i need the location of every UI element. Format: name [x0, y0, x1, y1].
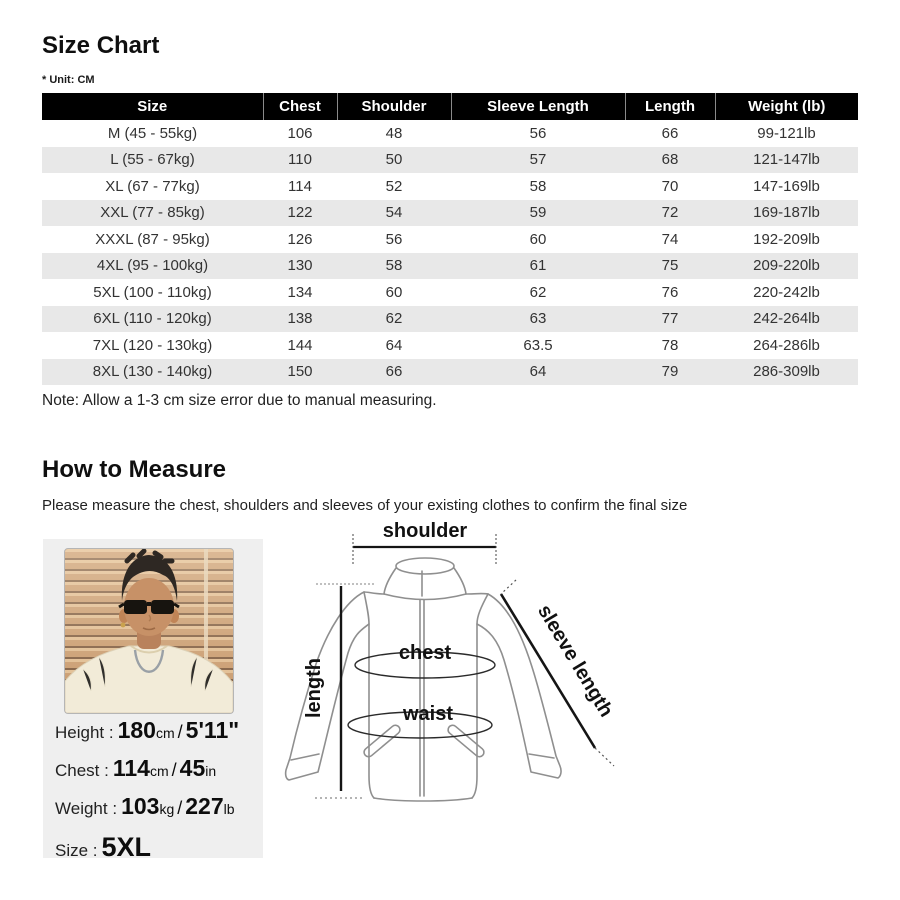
- chest-label: chest: [398, 642, 452, 664]
- table-cell: 110: [288, 151, 312, 169]
- table-cell: 57: [529, 151, 547, 169]
- model-stats: [55, 718, 260, 874]
- table-cell: 48: [385, 124, 403, 142]
- table-cell: 56: [385, 230, 403, 248]
- table-cell: 7XL (120 - 130kg): [92, 336, 213, 354]
- earring: [121, 623, 126, 628]
- diagram-labels: [303, 520, 617, 725]
- table-cell: 52: [385, 177, 403, 195]
- table-row: [42, 332, 858, 359]
- table-cell: 56: [529, 124, 547, 142]
- stat-value: 227: [185, 793, 224, 819]
- table-cell: 61: [529, 257, 547, 275]
- table-cell: 63.5: [523, 336, 553, 354]
- waist-label: waist: [402, 703, 454, 725]
- stat-value: 5XL: [101, 832, 152, 862]
- table-row: [42, 147, 858, 174]
- table-cell: 62: [529, 283, 547, 301]
- hem: [374, 798, 472, 801]
- stat-size: [55, 832, 260, 864]
- column-header: Weight (lb): [715, 93, 858, 120]
- stat-weight: [55, 794, 260, 822]
- table-row: [42, 253, 858, 280]
- table-cell: 114: [288, 177, 312, 195]
- model-photo: [64, 548, 234, 714]
- table-cell: 144: [287, 336, 313, 354]
- table-cell: 77: [661, 310, 679, 328]
- table-cell: 60: [385, 283, 403, 301]
- stat-unit: cm: [155, 725, 175, 741]
- table-cell: 4XL (95 - 100kg): [96, 257, 209, 275]
- table-cell: 74: [661, 230, 679, 248]
- stat-unit: kg: [159, 801, 175, 817]
- table-cell: 60: [529, 230, 547, 248]
- table-cell: 130: [287, 257, 313, 275]
- table-cell: 76: [661, 283, 679, 301]
- table-row: [42, 173, 858, 200]
- table-cell: 122: [287, 204, 313, 222]
- table-cell: 58: [385, 257, 403, 275]
- measuring-note: Note: Allow a 1-3 cm size error due to manual measuring.: [42, 392, 437, 409]
- pocket-right: [446, 723, 485, 758]
- table-cell: 58: [529, 177, 547, 195]
- table-cell: 147-169lb: [753, 177, 820, 195]
- page-title: Size Chart: [42, 32, 160, 59]
- table-cell: 121-147lb: [753, 151, 820, 169]
- stat-label: Chest :: [55, 761, 109, 780]
- table-cell: 209-220lb: [753, 257, 820, 275]
- table-cell: 6XL (110 - 120kg): [93, 310, 212, 328]
- table-cell: 50: [385, 151, 403, 169]
- table-cell: XXL (77 - 85kg): [100, 204, 205, 222]
- table-cell: 68: [661, 151, 679, 169]
- how-to-measure-subtitle: Please measure the chest, shoulders and sleeves of your existing clothes to confirm the final size: [42, 497, 688, 514]
- table-cell: L (55 - 67kg): [110, 151, 195, 169]
- pocket-left: [362, 723, 401, 758]
- sleeve-measure-guides: [501, 580, 614, 766]
- stat-height: [55, 718, 260, 746]
- table-cell: 220-242lb: [753, 283, 820, 301]
- stat-value: 114: [112, 755, 150, 781]
- table-row: [42, 120, 858, 147]
- table-cell: 126: [287, 230, 313, 248]
- stat-unit: in: [205, 763, 217, 779]
- table-cell: 242-264lb: [753, 310, 820, 328]
- table-row: [42, 359, 858, 386]
- table-cell: 66: [385, 363, 403, 381]
- table-row: [42, 226, 858, 253]
- table-cell: 8XL (130 - 140kg): [92, 363, 213, 381]
- size-table-header-row: [42, 93, 858, 120]
- table-cell: 192-209lb: [753, 230, 820, 248]
- table-cell: M (45 - 55kg): [107, 124, 198, 142]
- jacket-outline: [286, 558, 561, 801]
- model-info-panel: [43, 539, 263, 862]
- table-cell: 62: [385, 310, 403, 328]
- stat-separator: /: [171, 760, 177, 780]
- stat-unit: cm: [149, 763, 169, 779]
- table-cell: 138: [287, 310, 313, 328]
- how-to-measure-title: How to Measure: [42, 456, 227, 483]
- stat-separator: /: [177, 722, 183, 742]
- stat-label: Weight :: [55, 799, 118, 818]
- table-cell: 150: [287, 363, 313, 381]
- jacket-diagram-graphic: [268, 508, 650, 840]
- column-header: Shoulder: [337, 93, 451, 120]
- table-cell: 79: [661, 363, 679, 381]
- table-cell: 78: [661, 336, 679, 354]
- column-header: Sleeve Length: [451, 93, 625, 120]
- stat-separator: /: [177, 798, 183, 818]
- collar-opening: [396, 558, 454, 574]
- torso-right: [472, 594, 488, 798]
- column-header: Size: [42, 93, 263, 120]
- table-cell: 286-309lb: [753, 363, 820, 381]
- column-header: Length: [625, 93, 715, 120]
- table-cell: 70: [661, 177, 679, 195]
- table-cell: 5XL (100 - 110kg): [93, 283, 212, 301]
- table-cell: 59: [529, 204, 547, 222]
- table-row: [42, 200, 858, 227]
- table-row: [42, 279, 858, 306]
- stat-value: 45: [179, 755, 206, 781]
- table-cell: XXXL (87 - 95kg): [95, 230, 210, 248]
- size-table-body: [42, 120, 858, 385]
- table-cell: 75: [661, 257, 679, 275]
- stat-label: Size :: [55, 841, 98, 860]
- torso-left: [364, 592, 374, 798]
- table-cell: 106: [287, 124, 313, 142]
- table-cell: 63: [529, 310, 547, 328]
- stat-label: Height :: [55, 723, 114, 742]
- size-table: [42, 93, 858, 385]
- model-photo-graphic: [65, 549, 233, 713]
- sleeve-left: [286, 592, 369, 780]
- table-cell: 264-286lb: [753, 336, 820, 354]
- stat-chest: [55, 756, 260, 784]
- table-cell: 72: [661, 204, 679, 222]
- table-cell: 66: [661, 124, 679, 142]
- stat-value: 5'11": [185, 717, 240, 743]
- unit-note: * Unit: CM: [42, 74, 95, 86]
- length-label: length: [303, 658, 325, 718]
- stat-unit: lb: [223, 801, 235, 817]
- table-cell: 64: [529, 363, 547, 381]
- table-row: [42, 306, 858, 333]
- column-header: Chest: [263, 93, 337, 120]
- table-cell: 134: [287, 283, 313, 301]
- table-cell: 169-187lb: [753, 204, 820, 222]
- table-cell: 99-121lb: [757, 124, 816, 142]
- stat-value: 180: [117, 717, 156, 743]
- table-cell: XL (67 - 77kg): [105, 177, 200, 195]
- zipper: [420, 571, 424, 796]
- sleeve-length-label: sleeve length: [533, 600, 618, 721]
- measurement-diagram: [268, 508, 650, 840]
- shoulder-label: shoulder: [382, 520, 468, 542]
- size-table-head: [42, 93, 858, 120]
- table-cell: 64: [385, 336, 403, 354]
- table-cell: 54: [385, 204, 403, 222]
- stat-value: 103: [121, 793, 160, 819]
